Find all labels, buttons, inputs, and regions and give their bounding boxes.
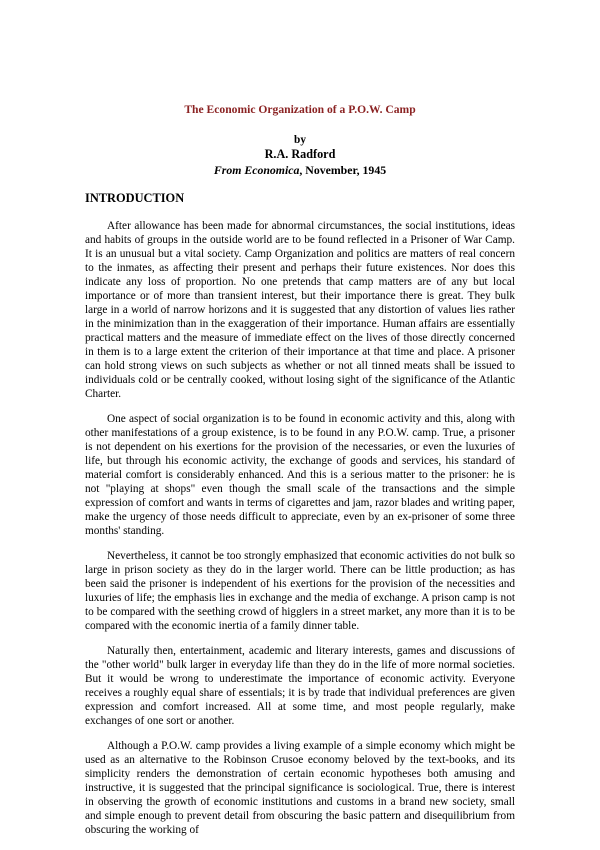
byline: by (294, 134, 306, 147)
source-line (85, 163, 515, 178)
source-journal: From Economica (213, 162, 300, 177)
page-title: The Economic Organization of a P.O.W. Camp (184, 103, 416, 116)
paragraph-3: Nevertheless, it cannot be too strongly emphasized that economic activities do not bulk so large in prison society as they do in the larger world. There can be little production; as has been said the prisoner is independent of his exertions for the provision of the necessities and luxuries of life; the emphasis lies in exchange and the media of exchange. A prison camp is not to be compared with the seething crowd of higglers in a street market, any more than it is to be compared with the economic inertia of a family dinner table. (85, 549, 515, 632)
paragraph-1: After allowance has been made for abnormal circumstances, the social institutions, ideas and habits of groups in the outside world are to be found reflected in a Prisoner of War Camp. It is an unusual but a vital society. Camp Organization and politics are matters of real concern to the inmates, as affecting their present and perhaps their future existences. Nor does this indicate any loss of proportion. No one pretends that camp matters are of any but local importance or of more than transient interest, but their importance there is great. They bulk large in a world of narrow horizons and it is suggested that any distortion of values lies rather in the minimization than in the exaggeration of their importance. Human affairs are essentially practical matters and the measure of immediate effect on the lives of those directly concerned in them is to a large extent the criterion of their importance at that time and place. A prisoner can hold strong views on such subjects as whether or not all tinned meats shall be issued to individuals cold or be centrally cooked, without losing sight of the significance of the Atlantic Charter. (85, 219, 515, 400)
section-heading: INTRODUCTION (85, 191, 185, 206)
source-date: , November, 1945 (299, 162, 387, 177)
paragraph-5: Although a P.O.W. camp provides a living example of a simple economy which might be used as an alternative to the Robinson Crusoe economy beloved by the text-books, and its simplicity renders the demonstration of certain economic hypotheses both amusing and instructive, it is suggested that the principal significance is sociological. True, there is interest in observing the growth of economic institutions and customs in a brand new society, small and simple enough to prevent detail from obscuring the basic pattern and disequilibrium from obscuring the working of (85, 739, 515, 836)
paragraph-4: Naturally then, entertainment, academic and literary interests, games and discussions of the "other world" bulk larger in everyday life than they do in the life of more normal societies. But it would be wrong to underestimate the importance of economic activity. Everyone receives a roughly equal share of essentials; it is by trade that individual preferences are given expression and comfort increased. All at some time, and most people regularly, make exchanges of one sort or another. (85, 644, 515, 727)
author: R.A. Radford (264, 147, 336, 162)
paragraph-2: One aspect of social organization is to be found in economic activity and this, along with other manifestations of a group existence, is to be found in any P.O.W. camp. True, a prisoner is not dependent on his exertions for the provision of the necessaries, or even the luxuries of life, but through his economic activity, the exchange of goods and services, his standard of material comfort is considerably enhanced. And this is a serious matter to the prisoner: he is not "playing at shops" even though the small scale of the transactions and the simple expression of comfort and wants in terms of cigarettes and jam, razor blades and writing paper, make the urgency of those needs difficult to appreciate, even by an ex-prisoner of some three months' standing. (85, 412, 515, 537)
